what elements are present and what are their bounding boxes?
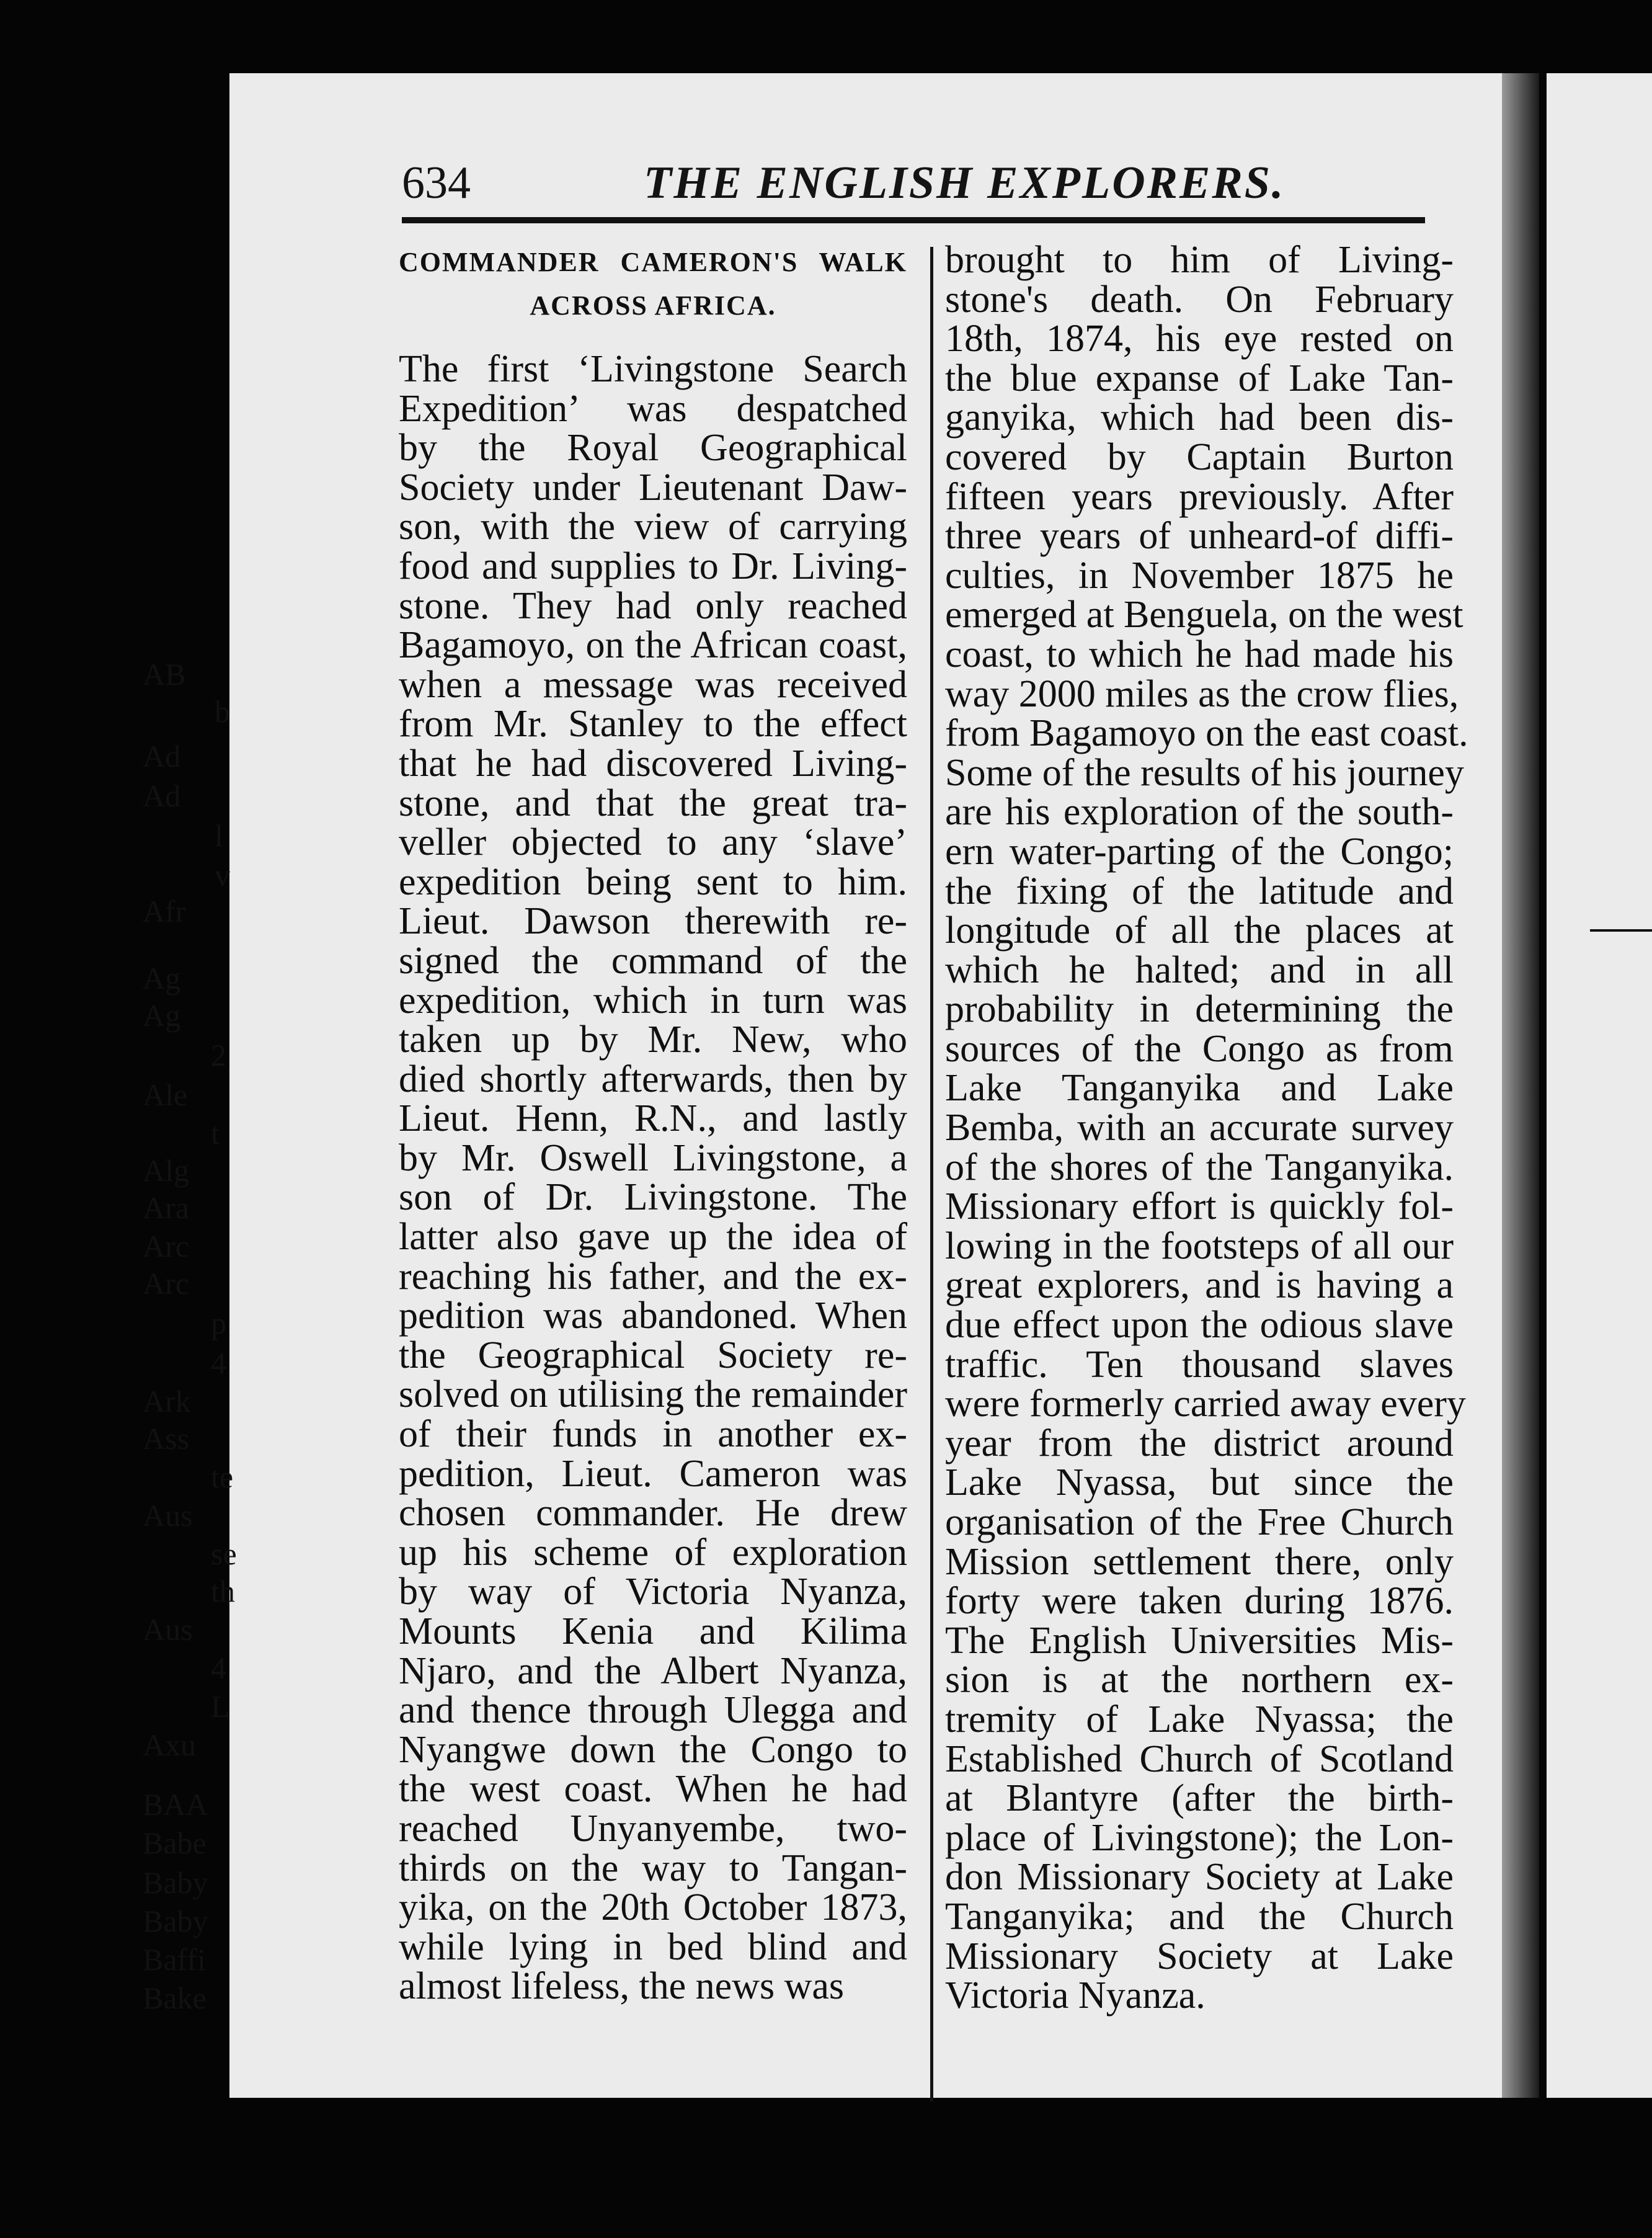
right_column-line: way 2000 miles as the crow flies, [945,672,1459,715]
right_column-line: probability in determining the [945,988,1454,1031]
index-entry-fragment: BAA [143,1787,208,1822]
left_column-line: by Mr. Oswell Livingstone, a [399,1136,907,1179]
index-entry-fragment: L [211,1689,230,1724]
right_column-line: are his exploration of the south- [945,791,1454,834]
left_column-line: and thence through Ulegga and [399,1689,907,1732]
left_column-line: chosen commander. He drew [399,1492,907,1535]
left_column-line: from Mr. Stanley to the effect [399,703,907,746]
right_column-line: fifteen years previously. After [945,475,1454,518]
index-entry-fragment: Alg [143,1153,189,1188]
right-column-text [945,239,1468,2017]
index-entry-fragment: te [211,1460,234,1494]
left_column-line: Njaro, and the Albert Nyanza, [399,1649,907,1692]
index-entry-fragment: Arc [143,1266,189,1301]
index-entry-fragment: Ara [143,1190,189,1225]
left_column-line: the west coast. When he had [399,1768,907,1811]
right_column-line: Victoria Nyanza. [945,1974,1206,2017]
right_column-line: three years of unheard-of diffi- [945,515,1454,558]
index-entry-fragment: 4 [211,1651,226,1685]
index-entry-fragment: p [211,1306,226,1340]
index-entry-fragment: Baffi [143,1942,206,1977]
left_column-line: food and supplies to Dr. Living- [399,545,907,587]
right_column-line: culties, in November 1875 he [945,554,1454,597]
left_column-line: Bagamoyo, on the African coast, [399,624,907,667]
left_column-line: The first ‘Livingstone Search [399,348,907,390]
left_column-line: son, with the view of carrying [399,506,907,548]
index-entry-fragment: Bake [143,1981,206,2015]
right_column-line: coast, to which he had made his [945,633,1454,675]
page-number: 634 [402,158,471,208]
right_column-line: covered by Captain Burton [945,435,1454,478]
index-entry-fragment: Ass [143,1421,190,1456]
left_column-line: when a message was received [399,663,907,706]
right_column-line: Lake Nyassa, but since the [945,1461,1454,1504]
right_column-line: Tanganyika; and the Church [945,1895,1454,1938]
left-column-text [399,350,907,2007]
right-column [945,239,1468,2017]
right_column-line: which he halted; and in all [945,948,1454,991]
left_column-line: of their funds in another ex- [399,1413,907,1456]
right_column-line: Mission settlement there, only [945,1540,1454,1583]
right_column-line: organisation of the Free Church [945,1501,1454,1543]
left_column-line: by the Royal Geographical [399,427,907,470]
index-entry-fragment: Ale [143,1077,188,1112]
right_column-line: Some of the results of his journey [945,751,1464,794]
section-heading-line1: COMMANDER CAMERON'S WALK [399,247,907,277]
left_column-line: Society under Lieutenant Daw- [399,466,907,509]
index-entry-fragment: Afr [143,894,186,929]
index-entry-fragment: b [215,694,230,729]
right_column-line: Missionary effort is quickly fol- [945,1185,1454,1228]
right_column-line: sources of the Congo as from [945,1027,1454,1070]
right_column-line: emerged at Benguela, on the west [945,594,1463,636]
index-entry-fragment: Ag [143,961,181,996]
left_column-line: almost lifeless, the news was [399,1965,845,2008]
left_column-line: latter also gave up the idea of [399,1216,907,1259]
left_column-line: reaching his father, and the ex- [399,1255,907,1298]
right_column-line: sion is at the northern ex- [945,1659,1454,1701]
left_column-line: thirds on the way to Tangan- [399,1847,907,1889]
index-entry-fragment: Aus [143,1498,193,1533]
right_column-line: ern water-parting of the Congo; [945,830,1454,873]
left_column-line: that he had discovered Living- [399,742,907,785]
right_column-line: brought to him of Living- [945,239,1454,281]
right_column-line: longitude of all the places at [945,909,1454,952]
right_column-line: tremity of Lake Nyassa; the [945,1698,1454,1741]
left_column-line: yika, on the 20th October 1873, [399,1886,907,1929]
right_column-line: The English Universities Mis- [945,1619,1454,1662]
left_column-line: expedition, which in turn was [399,979,907,1022]
index-entry-fragment: Aus [143,1612,193,1647]
left_column-line: the Geographical Society re- [399,1334,907,1376]
right_column-line: 18th, 1874, his eye rested on [945,318,1454,360]
left_column-line: stone, and that the great tra- [399,782,907,824]
right_column-line: the blue expanse of Lake Tan- [945,357,1454,399]
running-title: THE ENGLISH EXPLORERS. [644,158,1286,208]
index-rule [1590,929,1652,932]
left_column-line: pedition, Lieut. Cameron was [399,1452,907,1495]
left_column-line: son of Dr. Livingstone. The [399,1176,907,1219]
left_column-line: taken up by Mr. New, who [399,1019,907,1061]
left_column-line: stone. They had only reached [399,584,907,627]
index-entry-fragment: v [215,858,230,893]
index-entry-fragment: 4 [211,1345,226,1380]
left_column-line: Nyangwe down the Congo to [399,1728,907,1771]
right_column-line: Missionary Society at Lake [945,1935,1454,1977]
right_column-line: Lake Tanganyika and Lake [945,1067,1454,1110]
right_column-line: place of Livingstone); the Lon- [945,1816,1454,1859]
left_column-line: Lieut. Dawson therewith re- [399,900,907,943]
left_column-line: up his scheme of exploration [399,1531,907,1574]
header-rule [402,217,1425,223]
left_column-line: expedition being sent to him. [399,860,907,903]
index-entry-fragment: Ark [143,1384,191,1419]
right_column-line: were formerly carried away every [945,1383,1466,1425]
index-entry-fragment: Arc [143,1229,189,1264]
right_column-line: from Bagamoyo on the east coast. [945,712,1468,755]
left_column-line: veller objected to any ‘slave’ [399,821,907,864]
left_column-line: by way of Victoria Nyanza, [399,1571,907,1613]
index-entry-fragment: Baby [143,1904,208,1938]
left_column-line: reached Unyanyembe, two- [399,1807,907,1850]
right_column-line: of the shores of the Tanganyika. [945,1146,1454,1188]
right_column-line: traffic. Ten thousand slaves [945,1343,1454,1386]
right_column-line: stone's death. On February [945,278,1454,321]
left_column-line: Mounts Kenia and Kilima [399,1610,907,1652]
index-entry-fragment: th [211,1574,235,1608]
right_column-line: lowing in the footsteps of all our [945,1224,1454,1267]
index-entry-fragment: 2 [211,1038,226,1072]
index-entry-fragment: t [211,1116,220,1151]
index-entry-fragment: AB [143,657,186,692]
right_column-line: don Missionary Society at Lake [945,1856,1454,1899]
page-gutter-shadow [1502,73,1539,2098]
index-entry-fragment: se [211,1536,237,1571]
left_column-line: Expedition’ was despatched [399,387,907,430]
left_column-line: died shortly afterwards, then by [399,1058,907,1100]
index-entry-fragment: Ad [143,739,181,773]
index-entry-fragment: Babe [143,1826,206,1860]
book-page [229,73,1502,2098]
left_column-line: pedition was abandoned. When [399,1295,907,1337]
left_column-line: solved on utilising the remainder [399,1373,907,1416]
index-entry-fragment: l [215,818,223,853]
right_column-line: great explorers, and is having a [945,1264,1454,1307]
right_column-line: at Blantyre (after the birth- [945,1777,1454,1820]
section-heading-line2: ACROSS AFRICA. [530,290,776,321]
right_column-line: Established Church of Scotland [945,1737,1454,1780]
left_column-line: signed the command of the [399,939,907,982]
left_column-line: Lieut. Henn, R.N., and lastly [399,1097,907,1140]
index-entry-fragment: Ad [143,778,181,813]
left-column [399,241,907,2007]
index-entry-fragment: Axu [143,1728,197,1762]
left_column-line: while lying in bed blind and [399,1925,907,1968]
right_column-line: the fixing of the latitude and [945,870,1454,912]
index-entry-fragment: Baby [143,1865,208,1900]
right_column-line: ganyika, which had been dis- [945,396,1454,439]
right_column-line: forty were taken during 1876. [945,1580,1454,1623]
right_column-line: year from the district around [945,1422,1454,1465]
column-divider [930,247,933,2102]
right_column-line: due effect upon the odious slave [945,1304,1454,1347]
index-entry-fragment: Ag [143,998,181,1033]
right_column-line: Bemba, with an accurate survey [945,1107,1454,1149]
